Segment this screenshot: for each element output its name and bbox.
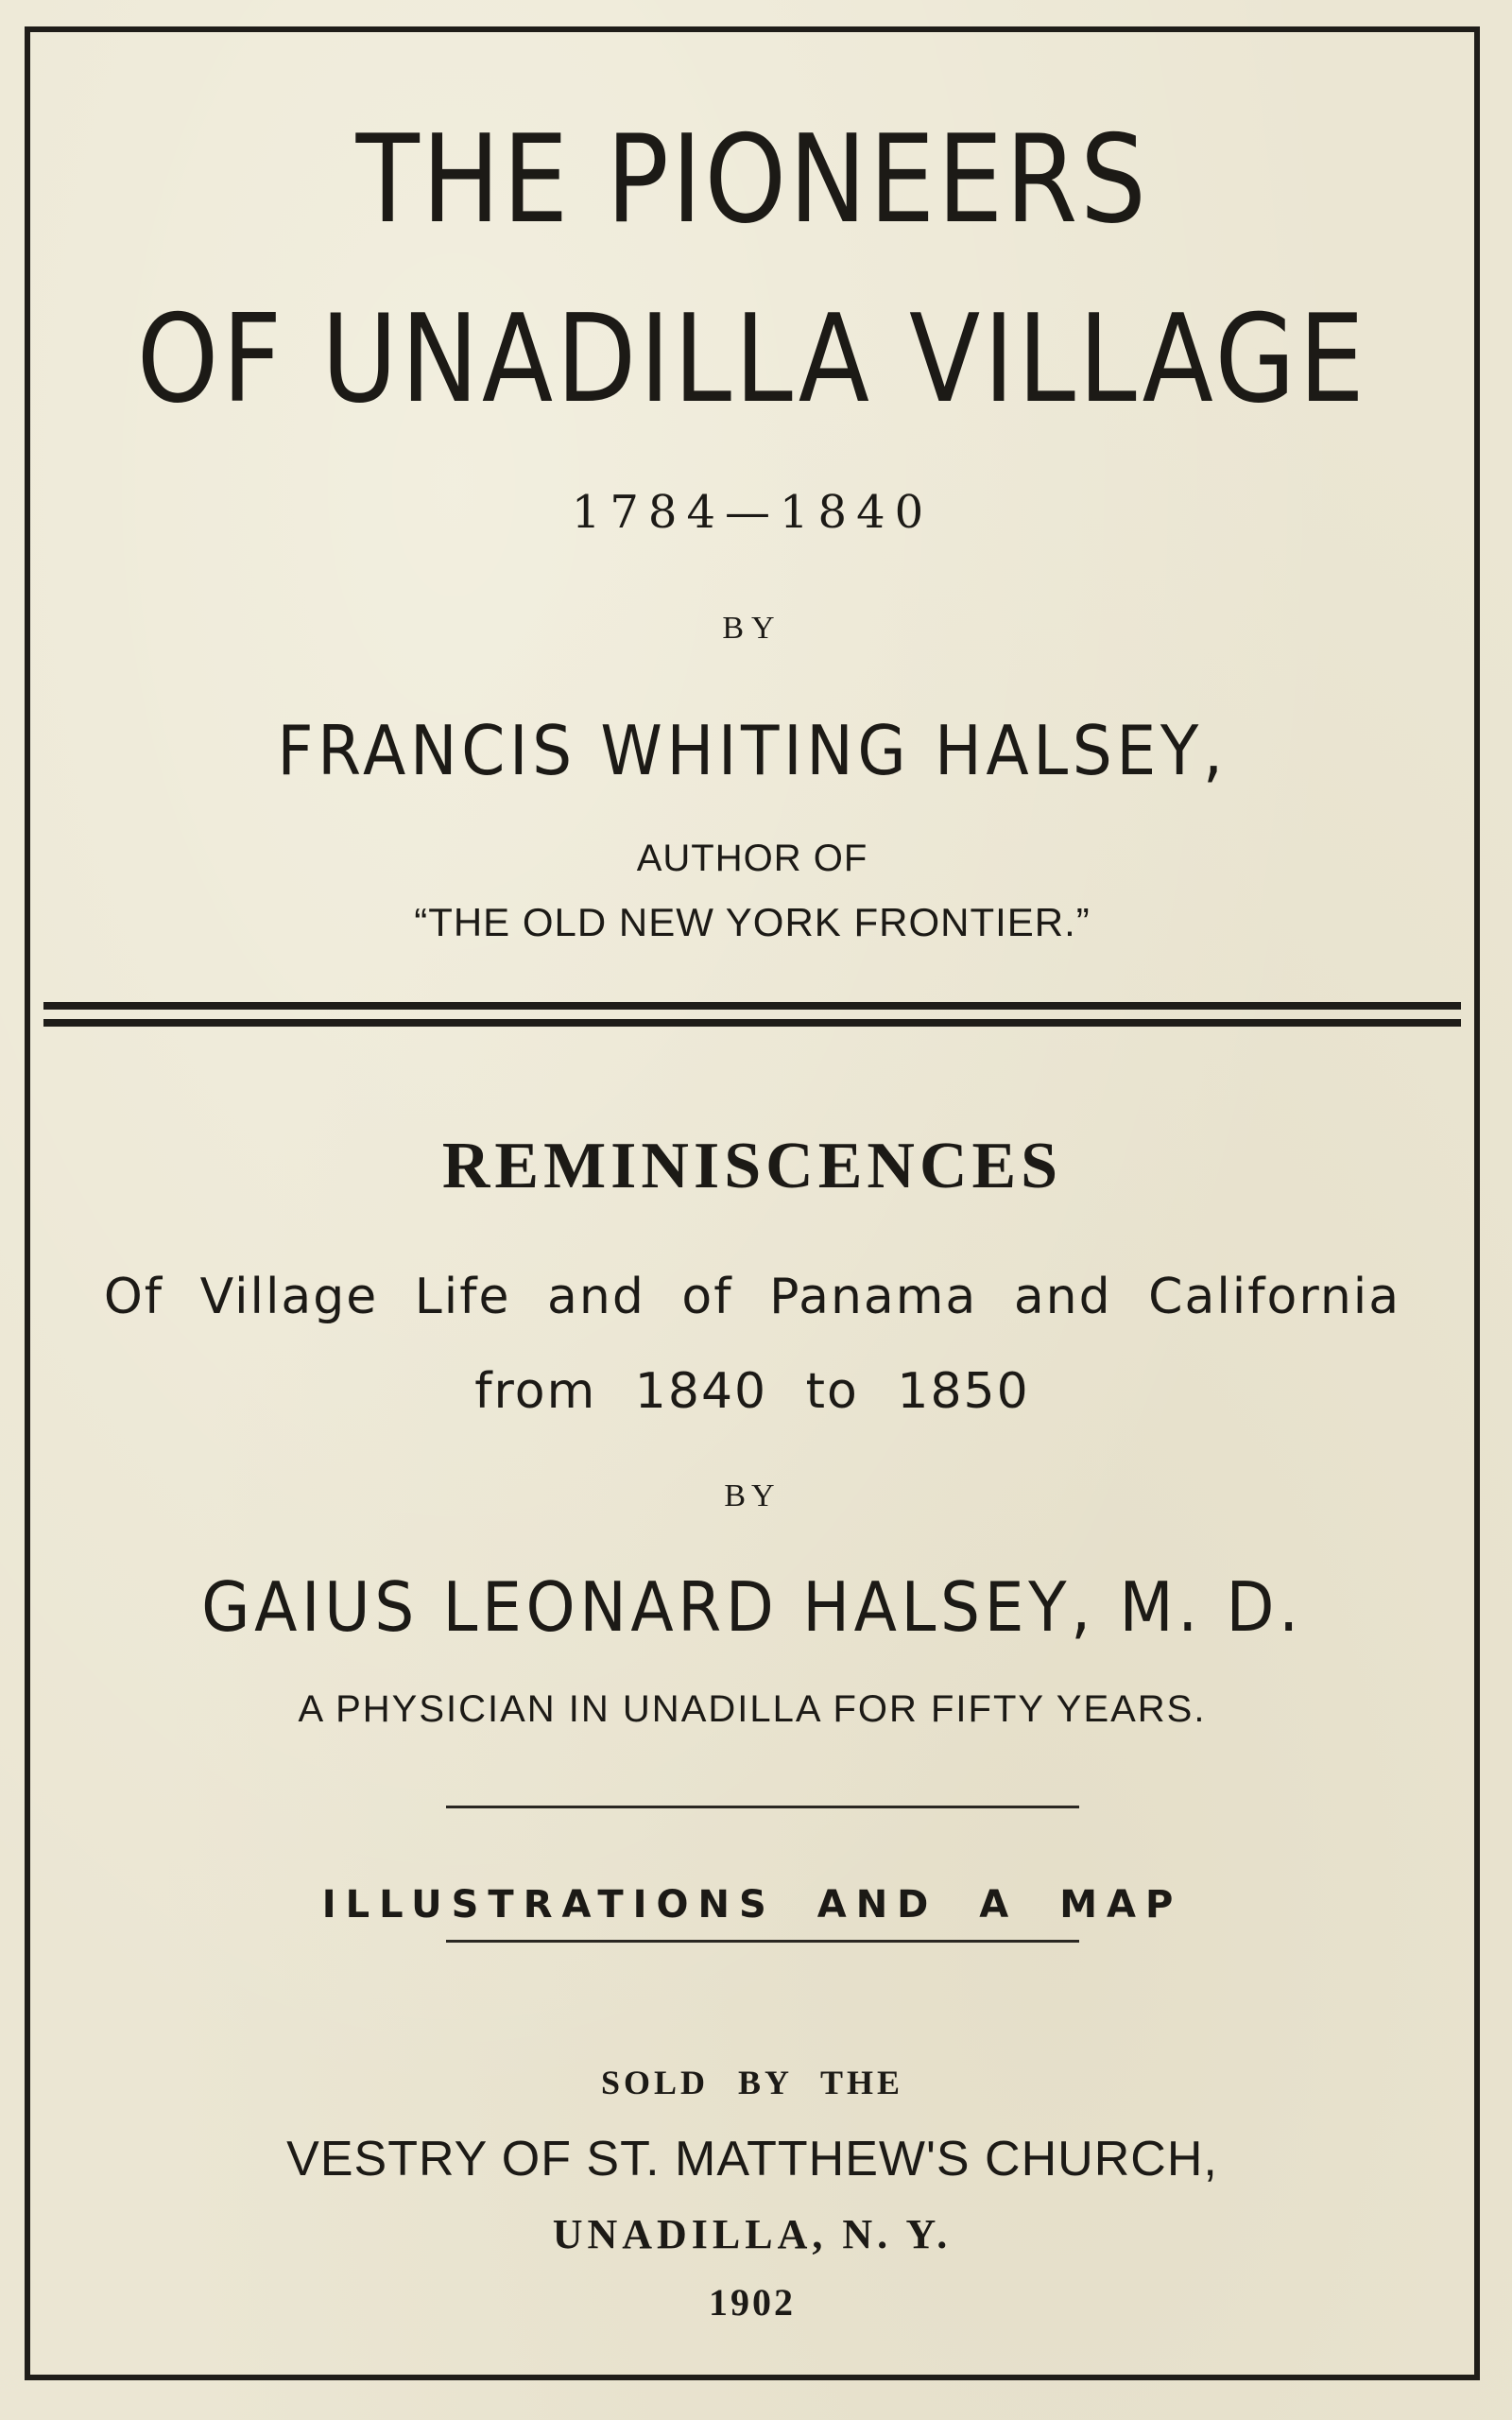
page-border: [25, 26, 1480, 2380]
publication-year: 1902: [709, 2281, 796, 2324]
publication-place: UNADILLA, N. Y.: [552, 2211, 953, 2257]
book-title-line-2: OF UNADILLA VILLAGE: [136, 289, 1368, 430]
seller-name: VESTRY OF ST. MATTHEW'S CHURCH,: [286, 2132, 1218, 2187]
by-label-top: BY: [722, 611, 782, 646]
reminiscences-heading: REMINISCENCES: [441, 1130, 1063, 1202]
author-name-bottom: GAIUS LEONARD HALSEY, M. D.: [201, 1567, 1303, 1647]
other-work-title: “THE OLD NEW YORK FRONTIER.”: [414, 900, 1091, 944]
author-name-top: FRANCIS WHITING HALSEY,: [277, 711, 1228, 790]
author-of-label: AUTHOR OF: [636, 838, 868, 879]
section-divider-lower: [43, 1019, 1461, 1027]
date-range: 1784—1840: [571, 486, 934, 539]
subtitle-line-2: from 1840 to 1850: [474, 1363, 1030, 1420]
short-rule-lower: [446, 1940, 1079, 1943]
short-rule-upper: [446, 1806, 1079, 1808]
illustrations-note: ILLUSTRATIONS AND A MAP: [321, 1883, 1183, 1927]
sold-by-label: SOLD BY THE: [600, 2064, 904, 2101]
book-title-line-1: THE PIONEERS: [355, 110, 1149, 251]
section-divider-upper: [43, 1002, 1461, 1010]
author-note: A PHYSICIAN IN UNADILLA FOR FIFTY YEARS.: [298, 1688, 1207, 1730]
subtitle-line-1: Of Village Life and of Panama and California: [103, 1269, 1401, 1325]
by-label-bottom: BY: [724, 1478, 781, 1513]
